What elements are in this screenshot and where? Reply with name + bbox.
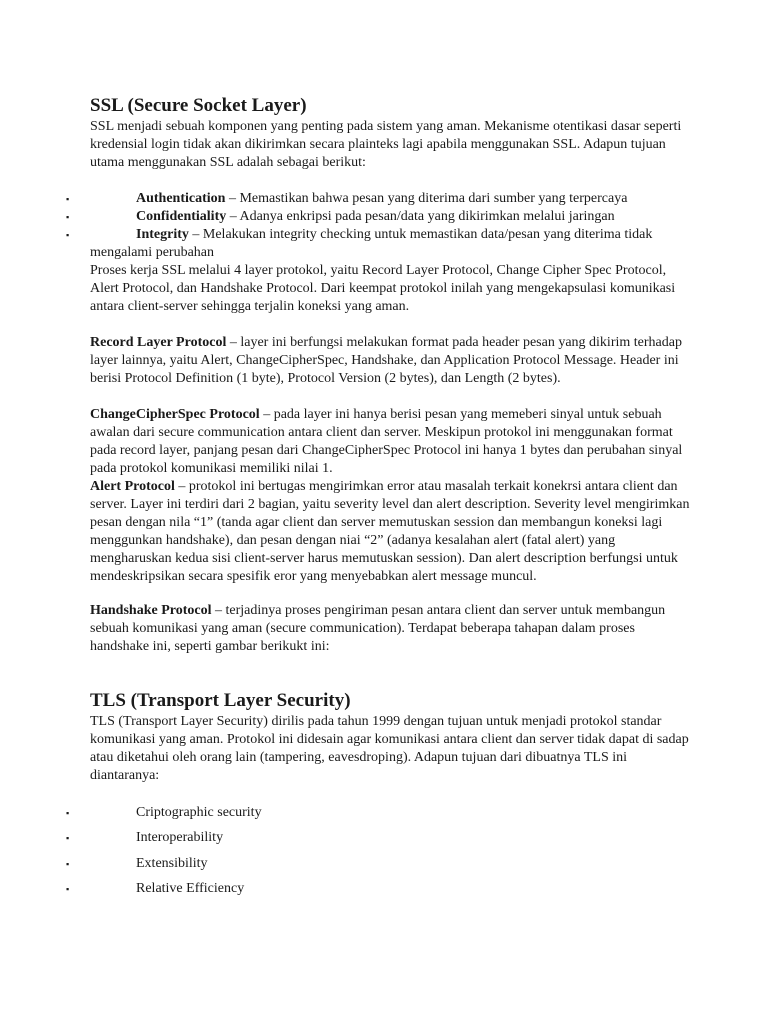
protocol-desc: – terjadinya proses pengiriman pesan antara client dan server untuk membangun sebuah komunikasi yang aman (secure communication). Terdapat beberapa tahapan dalam proses handshake ini, seperti gambar berikukt ini: bbox=[90, 603, 666, 654]
goal-term: Authentication bbox=[136, 191, 226, 206]
handshake-protocol-paragraph bbox=[90, 602, 690, 656]
bullet-icon: ▪ bbox=[66, 884, 70, 894]
changecipherspec-protocol-paragraph bbox=[90, 406, 690, 478]
ssl-heading: SSL (Secure Socket Layer) bbox=[90, 95, 307, 116]
tls-goal-item: Relative Efficiency bbox=[136, 881, 245, 896]
ssl-goal-confidentiality bbox=[136, 208, 615, 226]
protocol-desc: – layer ini berfungsi melakukan format pada header pesan yang dikirim terhadap layer lainnya, yaitu Alert, ChangeCipherSpec, Handshake, dan Application Protocol Message. Header ini berisi Protocol Definition (1 byte), Protocol Version (2 bytes), dan Length (2 bytes). bbox=[90, 335, 682, 386]
tls-intro-paragraph: TLS (Transport Layer Security) dirilis pada tahun 1999 dengan tujuan untuk menjadi protokol standar komunikasi yang aman. Protokol ini didesain agar komunikasi antara client dan server tidak dapat di sadap atau diketahui oleh orang lain (tampering, eavesdroping). Adapun tujuan dari dibuatnya TLS ini diantaranya: bbox=[90, 714, 689, 783]
goal-desc: – Melakukan integrity checking untuk memastikan data/pesan yang diterima tidak mengalami perubahan bbox=[90, 227, 653, 260]
bullet-icon: ▪ bbox=[66, 808, 70, 818]
bullet-icon: ▪ bbox=[66, 859, 70, 869]
protocol-term: ChangeCipherSpec Protocol bbox=[90, 407, 260, 422]
tls-heading: TLS (Transport Layer Security) bbox=[90, 690, 351, 711]
alert-protocol-paragraph bbox=[90, 478, 690, 586]
ssl-goal-integrity bbox=[90, 226, 690, 262]
goal-term: Integrity bbox=[136, 227, 189, 242]
record-layer-protocol-paragraph bbox=[90, 334, 690, 388]
goal-desc: – Adanya enkripsi pada pesan/data yang dikirimkan melalui jaringan bbox=[226, 209, 615, 224]
ssl-goal-authentication bbox=[136, 190, 627, 208]
ssl-process-paragraph: Proses kerja SSL melalui 4 layer protokol, yaitu Record Layer Protocol, Change Cipher Spec Protocol, Alert Protocol, dan Handshake Protocol. Dari keempat protokol inilah yang mengekapsulasi komunikasi antara client-server sehingga terjalin koneksi yang aman. bbox=[90, 263, 676, 314]
tls-goal-item: Extensibility bbox=[136, 856, 208, 871]
bullet-icon: ▪ bbox=[66, 194, 70, 204]
protocol-term: Handshake Protocol bbox=[90, 603, 212, 618]
protocol-term: Record Layer Protocol bbox=[90, 335, 227, 350]
tls-goal-item: Interoperability bbox=[136, 830, 224, 845]
goal-desc: – Memastikan bahwa pesan yang diterima dari sumber yang terpercaya bbox=[225, 191, 628, 206]
ssl-intro-paragraph: SSL menjadi sebuah komponen yang penting pada sistem yang aman. Mekanisme otentikasi dasar seperti kredensial login tidak akan dikirimkan secara plainteks lagi apabila menggunakan SSL. Adapun tujuan utama menggunakan SSL adalah sebagai berikut: bbox=[90, 119, 682, 170]
goal-term: Confidentiality bbox=[136, 209, 227, 224]
bullet-icon: ▪ bbox=[66, 230, 70, 240]
protocol-desc: – protokol ini bertugas mengirimkan error atau masalah terkait konekrsi antara client dan server. Layer ini terdiri dari 2 bagian, yaitu severity level dan alert description. Severity level mengirimkan pesan dengan nila “1” (tanda agar client dan server memutuskan session dan membangun koneksi lagi menggunkan handshake), dan pesan dengan niai “2” (adanya kesalahan alert (fatal alert) yang mengharuskan kedua sisi client-server harus memutuskan session). Dan alert description berfungsi untuk mendeskripsikan secara spesifik eror yang menyebabkan alert message muncul. bbox=[90, 479, 690, 584]
bullet-icon: ▪ bbox=[66, 833, 70, 843]
protocol-desc: – pada layer ini hanya berisi pesan yang memeberi sinyal untuk sebuah awalan dari secure communication antara client dan server. Meskipun protokol ini menggunakan format pada record layer, panjang pesan dari ChangeCipherSpec Protocol ini hanya 1 bytes dan perubahan sinyal pada protokol komunikasi memiliki nilai 1. bbox=[90, 407, 683, 476]
bullet-icon: ▪ bbox=[66, 212, 70, 222]
tls-goal-item: Criptographic security bbox=[136, 805, 262, 820]
protocol-term: Alert Protocol bbox=[90, 479, 175, 494]
